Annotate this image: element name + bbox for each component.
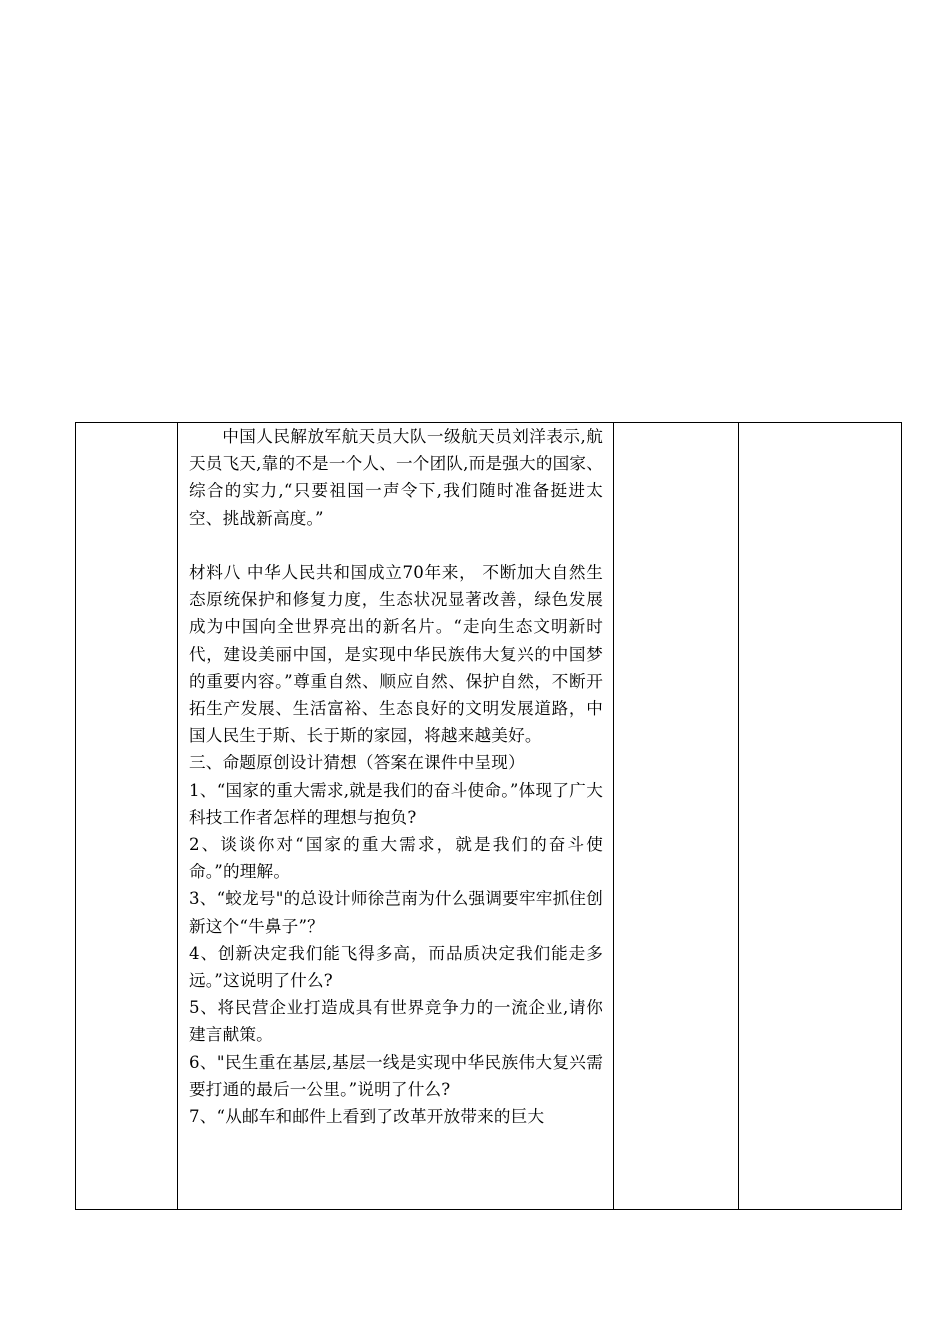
question-7: 7、“从邮车和邮件上看到了改革开放带来的巨大 bbox=[189, 1107, 545, 1127]
section-heading: 三、命题原创设计猜想（答案在课件中呈现） bbox=[189, 753, 525, 773]
empty-cell-middle bbox=[614, 423, 739, 1210]
question-1: 1、“国家的重大需求,就是我们的奋斗使命。”体现了广大科技工作者怎样的理想与抱负? bbox=[189, 780, 603, 827]
question-3: 3、“蛟龙号"的总设计师徐芑南为什么强调要牢牢抓住创新这个“牛鼻子”？ bbox=[189, 889, 603, 936]
question-5: 5、将民营企业打造成具有世界竞争力的一流企业,请你建言献策。 bbox=[189, 998, 603, 1045]
blank-line bbox=[189, 532, 603, 559]
empty-cell-left bbox=[76, 423, 178, 1210]
empty-cell-right bbox=[739, 423, 902, 1210]
question-6: 6、"民生重在基层,基层一线是实现中华民族伟大复兴需要打通的最后一公里。”说明了什么? bbox=[189, 1052, 603, 1099]
paragraph-astronaut: 中国人民解放军航天员大队一级航天员刘洋表示,航天员飞天,靠的不是一个人、一个团队,而是强大的国家、综合的实力,“只要祖国一声令下,我们随时准备挺进太空、挑战新高度。” bbox=[189, 427, 603, 528]
question-2: 2、谈谈你对“国家的重大需求，就是我们的奋斗使命。”的理解。 bbox=[189, 835, 603, 882]
table-row bbox=[76, 423, 902, 1210]
material-cell bbox=[178, 423, 614, 1210]
material-text bbox=[189, 423, 603, 1130]
paragraph-material-eight: 材料八 中华人民共和国成立70年来， 不断加大自然生态原统保护和修复力度，生态状况显著改善，绿色发展成为中国向全世界亮出的新名片。“走向生态文明新时代，建设美丽中国，是实现中华民族伟大复兴的中国梦的重要内容。”尊重自然、顺应自然、保护自然，不断开拓生产发展、生活富裕、生态良好的文明发展道路，中国人民生于斯、长于斯的家园，将越来越美好。 bbox=[189, 563, 603, 746]
question-4: 4、创新决定我们能飞得多高，而品质决定我们能走多远。”这说明了什么? bbox=[189, 943, 603, 991]
content-table bbox=[75, 422, 902, 1210]
